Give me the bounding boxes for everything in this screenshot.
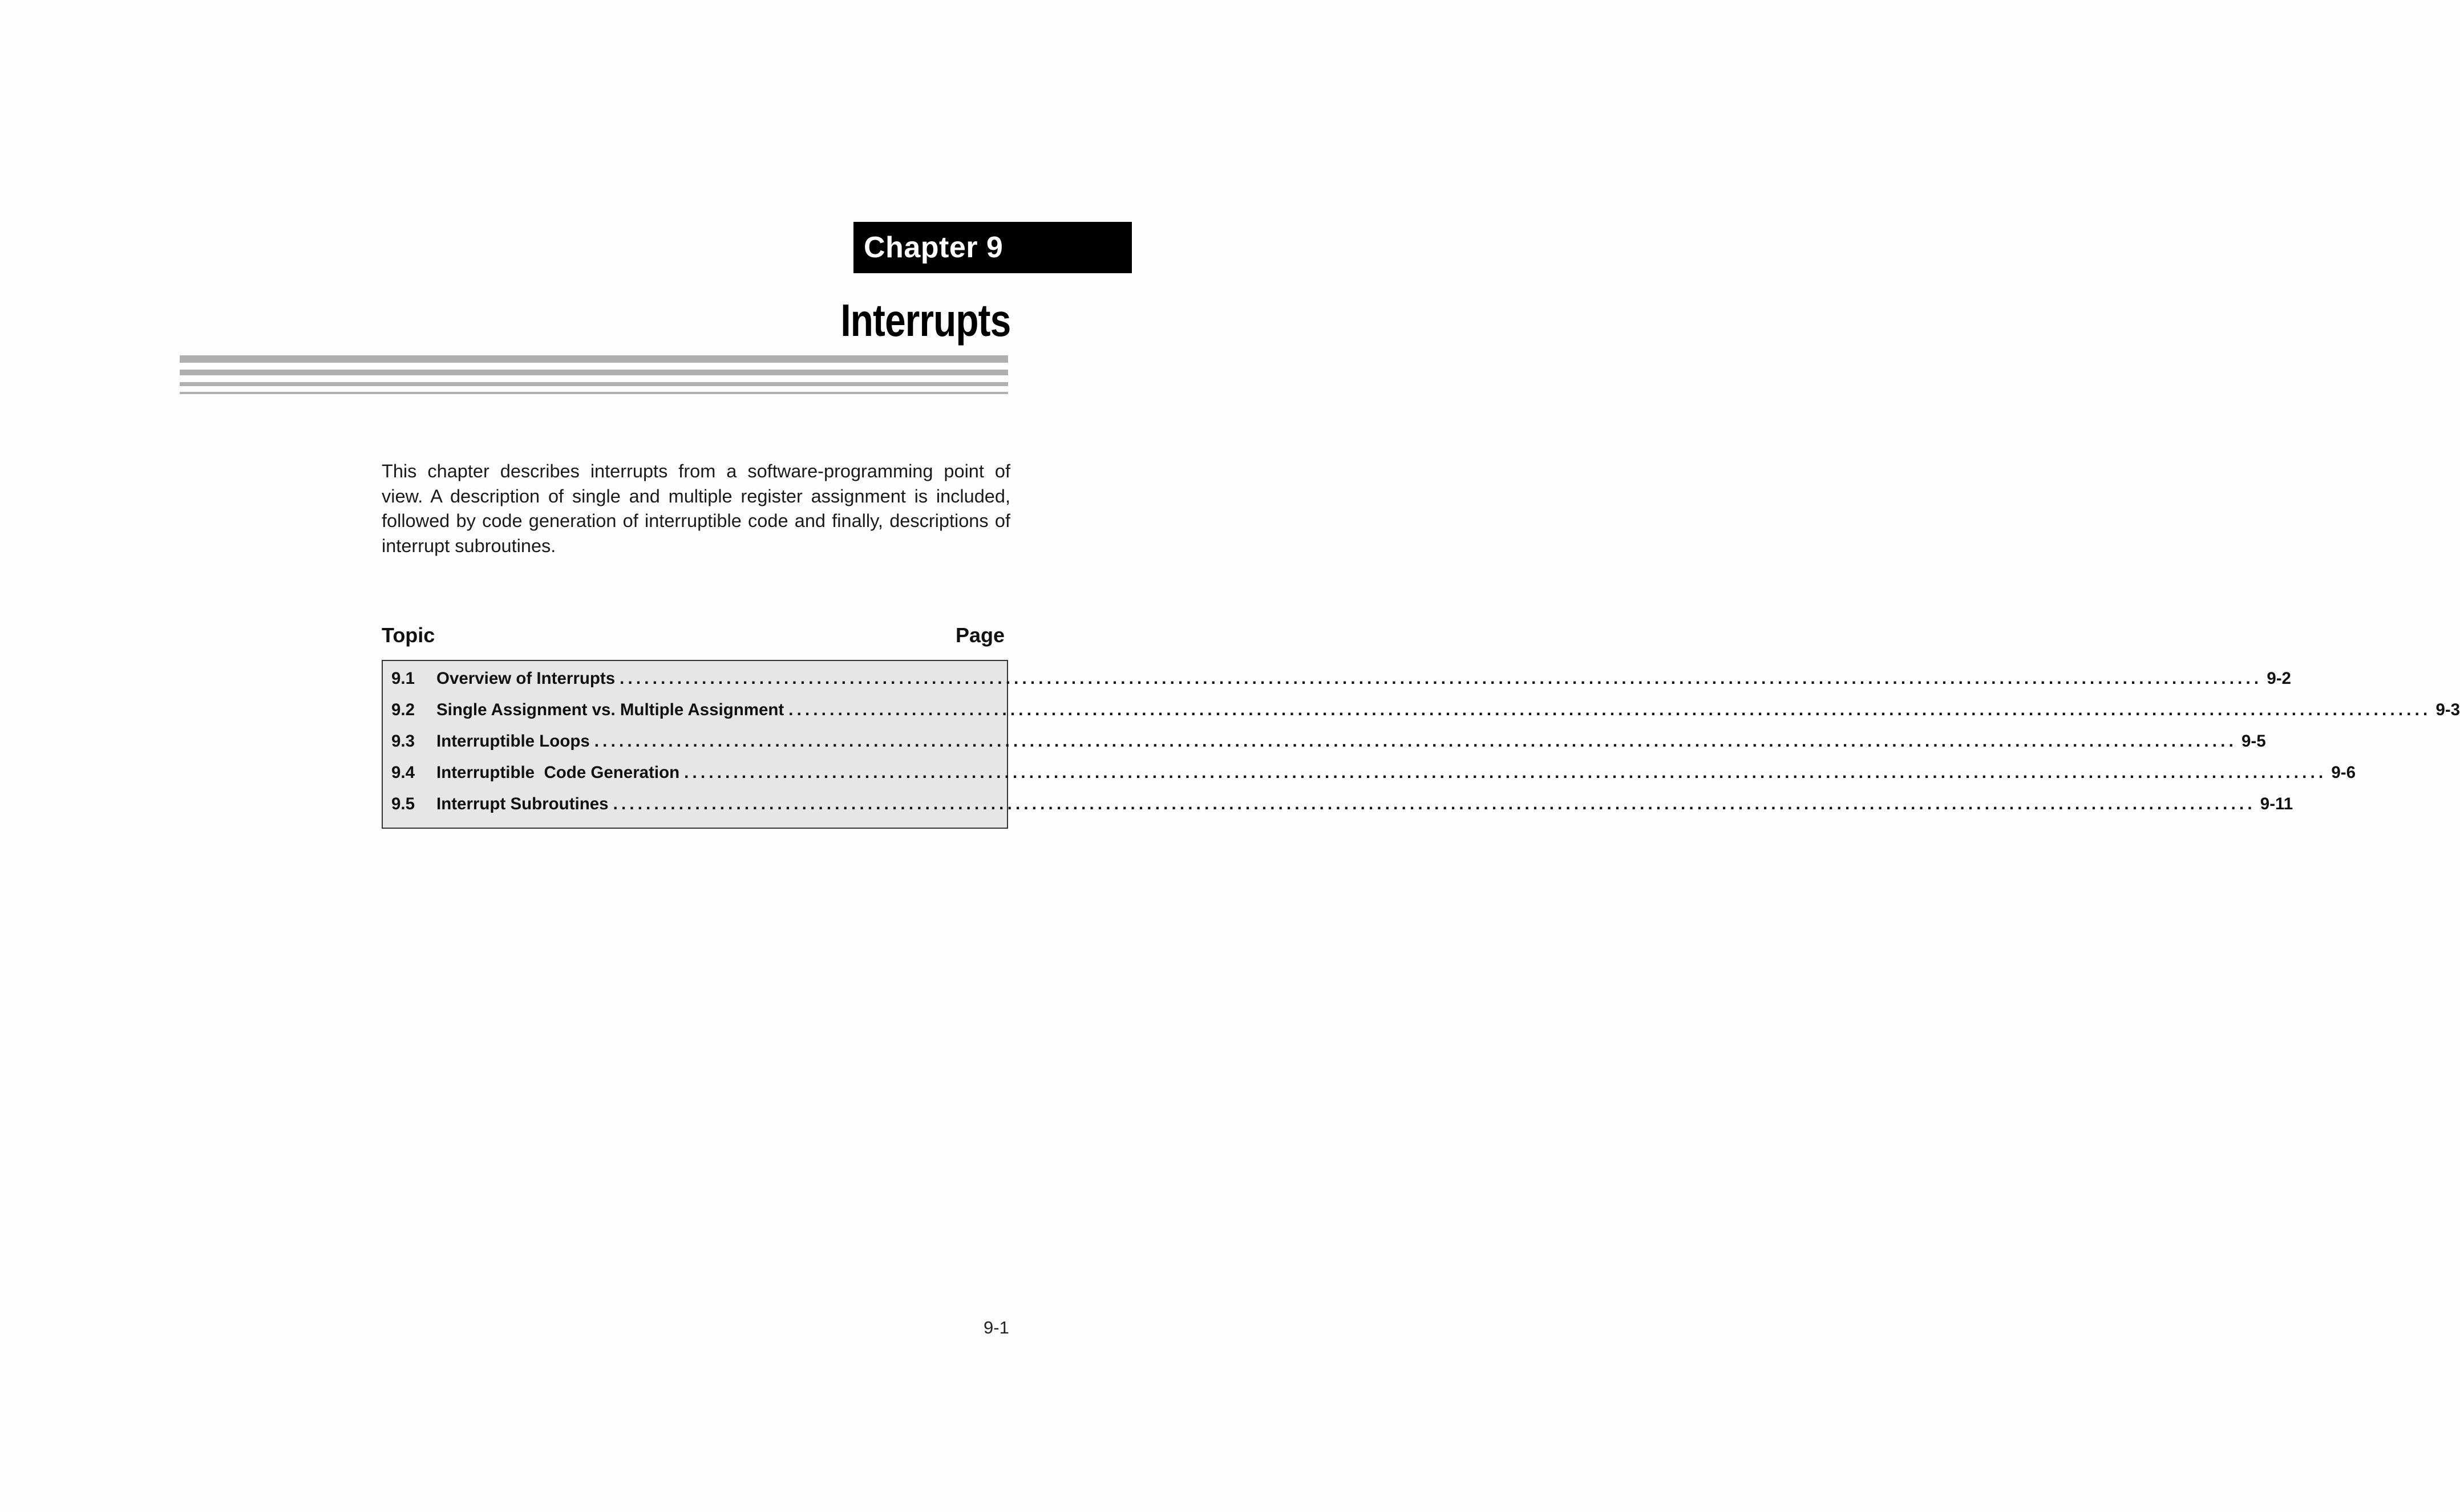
toc-entry-number: 9.4: [391, 763, 415, 782]
toc-entry-number: 9.3: [391, 732, 415, 751]
title-rule: [180, 355, 1008, 363]
title-rule: [180, 382, 1008, 386]
toc-entry-number: 9.5: [391, 794, 415, 813]
toc-leader-dots: ........................................................................................................................................................................................................: [684, 763, 2327, 782]
title-rule: [180, 370, 1008, 375]
toc-entry[interactable]: [391, 732, 2266, 763]
toc-topic-label: Topic: [382, 623, 435, 647]
toc-leader-dots: ........................................................................................................................................................................................................: [620, 669, 2263, 688]
toc-entry-title: Overview of Interrupts: [436, 669, 616, 688]
toc-heading: [382, 623, 1005, 647]
toc-entry-title: Single Assignment vs. Multiple Assignment: [436, 700, 784, 719]
title-rule: [180, 392, 1008, 394]
toc-leader-dots: ........................................................................................................................................................................................................: [788, 700, 2431, 719]
toc-leader-dots: ........................................................................................................................................................................................................: [613, 794, 2256, 813]
toc-entry-number: 9.1: [391, 669, 415, 688]
toc-box: [382, 660, 2460, 829]
toc-entry-page: 9-11: [2260, 794, 2293, 813]
chapter-intro: This chapter describes interrupts from a software-programming point of view. A description of single and multiple register assignment is included, followed by code generation of interruptible code and finally, descriptions of interrupt subroutines.: [382, 461, 1010, 556]
page-number: 9-1: [984, 1318, 1009, 1337]
toc-entry-title: Interrupt Subroutines: [436, 794, 609, 813]
toc-entry[interactable]: [391, 700, 2460, 732]
toc-entry-page: 9-2: [2267, 669, 2291, 688]
chapter-label: Chapter 9: [864, 231, 1004, 264]
toc-leader-dots: ........................................................................................................................................................................................................: [594, 732, 2237, 751]
toc-entry-number: 9.2: [391, 700, 415, 719]
toc-entry[interactable]: [391, 794, 2293, 826]
toc-entry[interactable]: [391, 763, 2356, 794]
toc-entry-page: 9-6: [2331, 763, 2356, 782]
toc-entry[interactable]: [391, 669, 2291, 700]
toc-entry-title: Interruptible Code Generation: [436, 763, 680, 782]
toc-entry-page: 9-3: [2435, 700, 2460, 719]
toc-entry-page: 9-5: [2241, 732, 2266, 751]
chapter-title: Interrupts: [840, 295, 1010, 346]
toc-page-label: Page: [955, 623, 1005, 647]
chapter-tab: [853, 222, 1132, 273]
toc-entry-title: Interruptible Loops: [436, 732, 590, 751]
